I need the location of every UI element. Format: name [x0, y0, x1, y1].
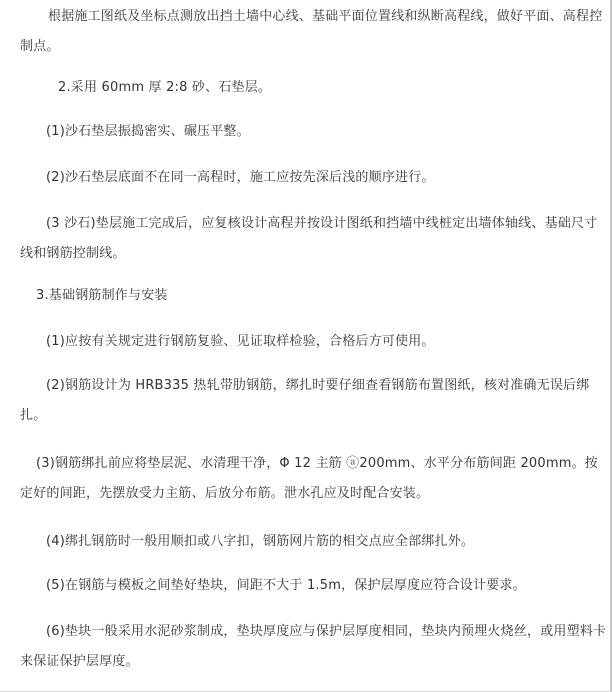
paragraph-survey-layout: 根据施工图纸及坐标点测放出挡土墙中心线、基础平面位置线和纵断高程线，做好平面、高程控制点。: [20, 9, 603, 54]
paragraph-cushion-layer-heading: 2.采用 60mm 厚 2:8 砂、石垫层。: [58, 80, 272, 95]
paragraph-rebar-item-1: (1)应按有关规定进行钢筋复验、见证取样检验，合格后方可使用。: [46, 334, 435, 349]
paragraph-rebar-item-2: (2)钢筋设计为 HRB335 热轧带肋钢筋，绑扎时要仔细查看钢筋布置图纸，核对准确无误后绑扎。: [20, 378, 590, 423]
paragraph-cushion-item-3: (3 沙石)垫层施工完成后，应复核设计高程并按设计图纸和挡墙中线桩定出墙体轴线、基础尺寸线和钢筋控制线。: [20, 216, 598, 261]
paragraph-rebar-item-5: (5)在钢筋与模板之间垫好垫块，间距不大于 1.5m，保护层厚度应符合设计要求。: [46, 578, 526, 593]
paragraph-rebar-item-3: (3)钢筋绑扎前应将垫层泥、水清理干净，Φ 12 主筋 ⓐ200mm、水平分布筋间距 200mm。按定好的间距，先摆放受力主筋、后放分布筋。泄水孔应及时配合安装。: [20, 456, 598, 501]
paragraph-rebar-item-6: (6)垫块一般采用水泥砂浆制成，垫块厚度应与保护层厚度相同，垫块内预埋火烧丝，或用塑料卡来保证保护层厚度。: [20, 624, 607, 669]
paragraph-rebar-item-4: (4)绑扎钢筋时一般用顺扣或八字扣，钢筋网片筋的相交点应全部绑扎外。: [46, 534, 475, 549]
paragraph-cushion-item-1: (1)沙石垫层振捣密实、碾压平整。: [46, 124, 250, 139]
section-heading-rebar: 3.基础钢筋制作与安装: [36, 288, 168, 303]
paragraph-cushion-item-2: (2)沙石垫层底面不在同一高程时，施工应按先深后浅的顺序进行。: [46, 170, 435, 185]
